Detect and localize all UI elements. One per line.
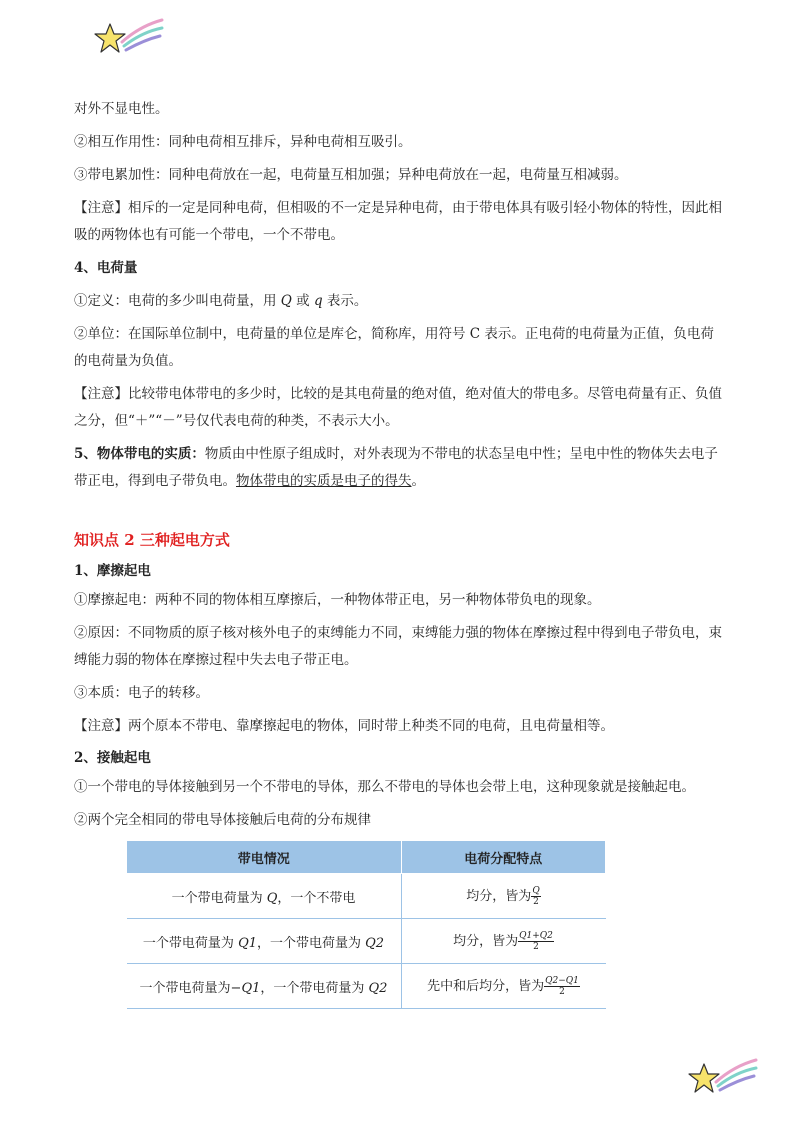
table-header: 电荷分配特点 xyxy=(401,841,606,874)
symbol: Q1 xyxy=(238,935,257,951)
text: 一个带电荷量为− xyxy=(139,980,242,996)
fraction-numerator: Q2−Q1 xyxy=(545,976,579,986)
symbol-q: q xyxy=(313,293,323,309)
table-cell xyxy=(401,964,606,1009)
fraction xyxy=(531,886,540,907)
table-cell xyxy=(401,919,606,964)
subsection-title: 1、摩擦起电 xyxy=(74,563,151,579)
paragraph: ①摩擦起电：两种不同的物体相互摩擦后，一种物体带正电，另一种物体带负电的现象。 xyxy=(74,592,601,608)
text: 物质由中性原子组成时，对外表现为不带电的状态呈电中性；呈电中性的物体失去电子带正电，得到电子带负电。 xyxy=(74,446,718,489)
symbol: Q2 xyxy=(365,935,385,951)
paragraph: ②两个完全相同的带电导体接触后电荷的分布规律 xyxy=(74,812,371,828)
essence-paragraph xyxy=(74,441,724,495)
note-paragraph: 【注意】比较带电体带电的多少时，比较的是其电荷量的绝对值，绝对值大的带电多。尽管电荷量有正、负值之分，但“＋”“－”号仅代表电荷的种类，不表示大小。 xyxy=(74,386,722,429)
fraction xyxy=(518,931,554,952)
paragraph: ③带电累加性：同种电荷放在一起，电荷量互相加强；异种电荷放在一起，电荷量互相减弱。 xyxy=(74,167,628,183)
text: 一个带电荷量为 xyxy=(171,890,267,906)
definition-paragraph xyxy=(74,288,724,315)
symbol: Q xyxy=(266,890,278,906)
charge-distribution-table xyxy=(126,840,606,1009)
table-row xyxy=(127,874,606,919)
text: 或 xyxy=(291,293,314,309)
fraction xyxy=(544,976,580,997)
text: ，一个不带电 xyxy=(277,890,356,906)
paragraph: 对外不显电性。 xyxy=(74,101,169,117)
knowledge-point-title: 知识点 2 三种起电方式 xyxy=(74,531,230,549)
shooting-star-icon xyxy=(92,16,164,60)
shooting-star-icon xyxy=(686,1056,758,1100)
text: 均分，皆为 xyxy=(466,889,532,904)
note-paragraph: 【注意】两个原本不带电、靠摩擦起电的物体，同时带上种类不同的电荷，且电荷量相等。 xyxy=(74,718,614,734)
table-cell xyxy=(401,874,606,919)
text: 一个带电荷量为 xyxy=(142,935,239,951)
table-cell xyxy=(127,874,402,919)
note-paragraph: 【注意】相斥的一定是同种电荷，但相吸的不一定是异种电荷，由于带电体具有吸引轻小物体的特性，因此相吸的两物体也有可能一个带电，一个不带电。 xyxy=(74,200,722,243)
text: ①定义：电荷的多少叫电荷量，用 xyxy=(74,293,281,309)
text: 。 xyxy=(411,473,425,489)
symbol: Q1 xyxy=(241,980,261,996)
symbol-Q: Q xyxy=(280,293,292,309)
text: 表示。 xyxy=(322,293,368,309)
section-title: 4、电荷量 xyxy=(74,260,138,276)
table-header: 带电情况 xyxy=(127,841,402,874)
text: ，一个带电荷量为 xyxy=(260,980,369,996)
text: 先中和后均分，皆为 xyxy=(427,979,545,994)
paragraph: ③本质：电子的转移。 xyxy=(74,685,209,701)
unit-paragraph: ②单位：在国际单位制中，电荷量的单位是库仑，简称库，用符号 C 表示。正电荷的电荷量为正值，负电荷的电荷量为负值。 xyxy=(74,326,714,369)
section-title: 5、物体带电的实质： xyxy=(74,446,205,462)
table-cell xyxy=(127,964,402,1009)
fraction-denominator: 2 xyxy=(559,987,565,997)
paragraph: ②相互作用性：同种电荷相互排斥，异种电荷相互吸引。 xyxy=(74,134,412,150)
underlined-text: 物体带电的实质是电子的得失 xyxy=(236,473,412,489)
subsection-title: 2、接触起电 xyxy=(74,750,151,766)
symbol: Q2 xyxy=(368,980,388,996)
table-row xyxy=(127,964,606,1009)
paragraph: ②原因：不同物质的原子核对核外电子的束缚能力不同，束缚能力强的物体在摩擦过程中得到电子带负电，束缚能力弱的物体在摩擦过程中失去电子带正电。 xyxy=(74,625,722,668)
document-body xyxy=(74,96,724,1009)
fraction-denominator: 2 xyxy=(533,897,539,907)
paragraph: ①一个带电的导体接触到另一个不带电的导体，那么不带电的导体也会带上电，这种现象就是接触起电。 xyxy=(74,779,695,795)
text: ，一个带电荷量为 xyxy=(257,935,366,951)
fraction-numerator: Q1+Q2 xyxy=(519,931,553,941)
text: 均分，皆为 xyxy=(453,934,519,949)
table-row xyxy=(127,919,606,964)
fraction-numerator: Q xyxy=(532,886,540,896)
table-cell xyxy=(127,919,402,964)
fraction-denominator: 2 xyxy=(533,942,539,952)
